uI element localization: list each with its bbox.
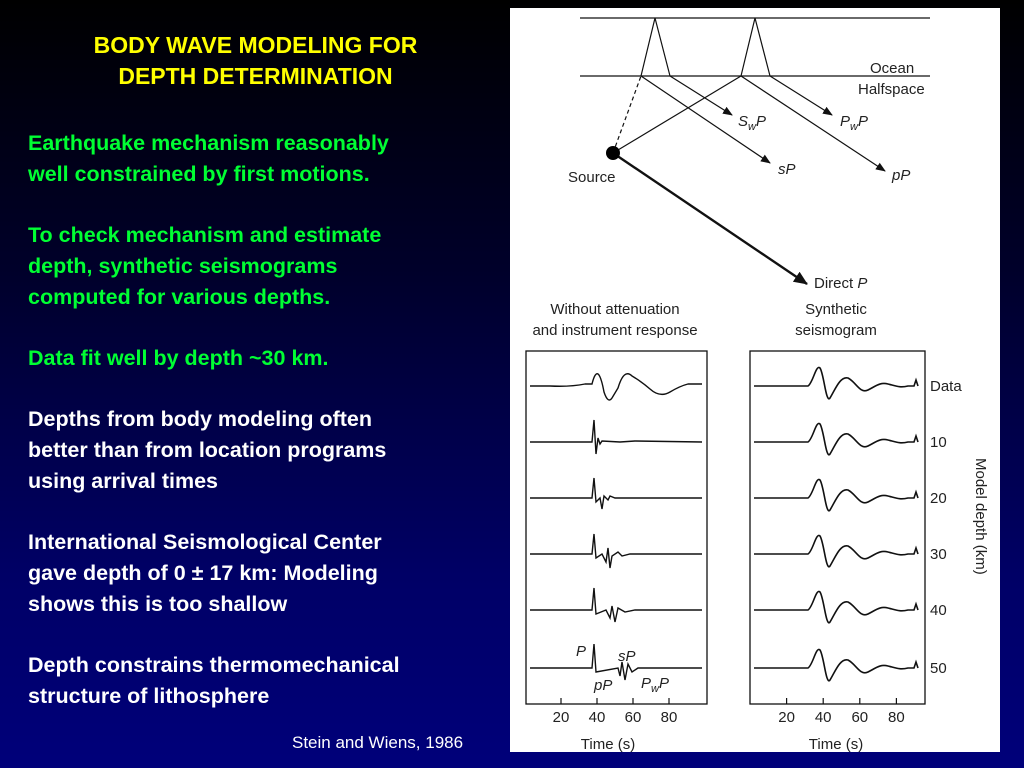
x-tick-label: 80 bbox=[660, 709, 678, 726]
x-tick-label: 60 bbox=[851, 709, 869, 726]
bullet-paragraph bbox=[28, 527, 488, 620]
source-dot bbox=[606, 146, 620, 160]
left-panel-frame bbox=[526, 351, 707, 704]
synthetic-trace bbox=[754, 423, 918, 454]
bullet-paragraph bbox=[28, 650, 488, 712]
left-trace bbox=[530, 374, 702, 400]
source-label: Source bbox=[568, 169, 616, 186]
ocean-label: Ocean bbox=[870, 60, 915, 77]
right-x-axis bbox=[778, 698, 904, 726]
phase-pwp-label: $P_wP$ bbox=[641, 675, 669, 695]
right-panel-title-1: Synthetic bbox=[805, 301, 867, 318]
bullet-line: shows this is too shallow bbox=[28, 592, 288, 616]
synthetic-trace bbox=[754, 591, 918, 622]
bullet-line: gave depth of 0 ± 17 km: Modeling bbox=[28, 561, 378, 585]
left-trace bbox=[530, 588, 702, 622]
bullet-line: well constrained by first motions. bbox=[28, 162, 370, 186]
x-tick-label: 20 bbox=[552, 709, 570, 726]
left-trace bbox=[530, 534, 702, 568]
left-traces bbox=[530, 374, 702, 680]
upgoing-dashed-ray bbox=[613, 76, 641, 153]
bullet-line: depth, synthetic seismograms bbox=[28, 254, 338, 278]
left-seismogram-panel bbox=[526, 351, 707, 752]
trace-depth-label: 10 bbox=[930, 434, 947, 451]
phase-sp-label: sP bbox=[618, 648, 636, 665]
bullet-line: International Seismological Center bbox=[28, 530, 382, 554]
trace-depth-label: Data bbox=[930, 378, 962, 395]
left-panel-title-2: and instrument response bbox=[532, 322, 698, 339]
bullet-line: Data fit well by depth ~30 km. bbox=[28, 346, 329, 370]
bullet-line: using arrival times bbox=[28, 469, 218, 493]
bullet-line: structure of lithosphere bbox=[28, 684, 270, 708]
bullet-line: Earthquake mechanism reasonably bbox=[28, 131, 389, 155]
x-tick-label: 60 bbox=[624, 709, 642, 726]
bullet-paragraph bbox=[28, 128, 488, 190]
synthetic-trace bbox=[754, 649, 918, 680]
swp-ray bbox=[670, 76, 732, 115]
right-traces bbox=[754, 367, 918, 680]
figure-svg bbox=[510, 8, 1000, 752]
right-panel-frame bbox=[750, 351, 925, 704]
citation-credit: Stein and Wiens, 1986 bbox=[292, 733, 464, 752]
x-tick-label: 20 bbox=[778, 709, 795, 726]
x-tick-label: 40 bbox=[588, 709, 606, 726]
bullet-line: better than from location programs bbox=[28, 438, 387, 462]
halfspace-label: Halfspace bbox=[858, 81, 925, 98]
trace-depth-label: 40 bbox=[930, 602, 947, 619]
phase-p-label: P bbox=[576, 643, 587, 660]
sp-ray bbox=[641, 76, 770, 163]
slide-title-line-1: BODY WAVE MODELING FOR bbox=[93, 32, 418, 58]
phase-pp-label: pP bbox=[594, 677, 613, 694]
bullet-line: Depth constrains thermomechanical bbox=[28, 653, 400, 677]
bullet-paragraph bbox=[28, 404, 488, 497]
sp-label: sP bbox=[778, 161, 796, 178]
right-trace-labels bbox=[930, 378, 962, 677]
seismogram-figure bbox=[510, 8, 1000, 752]
trace-depth-label: 30 bbox=[930, 546, 947, 563]
water-reverberation-ray-2 bbox=[741, 18, 770, 76]
upgoing-ray-to-pp bbox=[613, 76, 741, 153]
right-panel-title-2: seismogram bbox=[795, 322, 877, 339]
left-x-axis bbox=[553, 698, 678, 726]
left-trace bbox=[530, 644, 702, 680]
x-tick-label: 40 bbox=[814, 709, 832, 726]
trace-depth-label: 20 bbox=[930, 490, 947, 507]
swp-label: $S_wP$ bbox=[738, 113, 766, 133]
pwp-label: $P_wP$ bbox=[840, 113, 868, 133]
ray-diagram bbox=[568, 18, 930, 292]
synthetic-trace bbox=[754, 479, 918, 510]
bullet-line: To check mechanism and estimate bbox=[28, 223, 382, 247]
model-depth-axis-label: Model depth (km) bbox=[972, 458, 989, 575]
right-seismogram-panel bbox=[750, 351, 989, 752]
right-x-axis-label: Time (s) bbox=[808, 736, 864, 752]
left-x-axis-label: Time (s) bbox=[580, 736, 636, 752]
pwp-ray bbox=[770, 76, 832, 115]
x-tick-label: 80 bbox=[888, 709, 905, 726]
slide-title bbox=[28, 30, 483, 92]
left-trace bbox=[530, 420, 702, 454]
bullet-paragraph bbox=[28, 343, 488, 374]
bullet-line: Depths from body modeling often bbox=[28, 407, 372, 431]
left-trace bbox=[530, 478, 702, 509]
slide-title-line-2: DEPTH DETERMINATION bbox=[118, 63, 393, 89]
synthetic-trace bbox=[754, 535, 918, 566]
pp-label: pP bbox=[892, 167, 911, 184]
direct-p-label: Direct P bbox=[814, 275, 868, 292]
synthetic-trace bbox=[754, 367, 918, 398]
left-panel-title-1: Without attenuation bbox=[550, 301, 680, 318]
bullet-paragraph bbox=[28, 220, 488, 313]
bullet-line: computed for various depths. bbox=[28, 285, 331, 309]
bullet-text-block bbox=[28, 128, 488, 742]
trace-depth-label: 50 bbox=[930, 660, 947, 677]
water-reverberation-ray-1 bbox=[641, 18, 670, 76]
